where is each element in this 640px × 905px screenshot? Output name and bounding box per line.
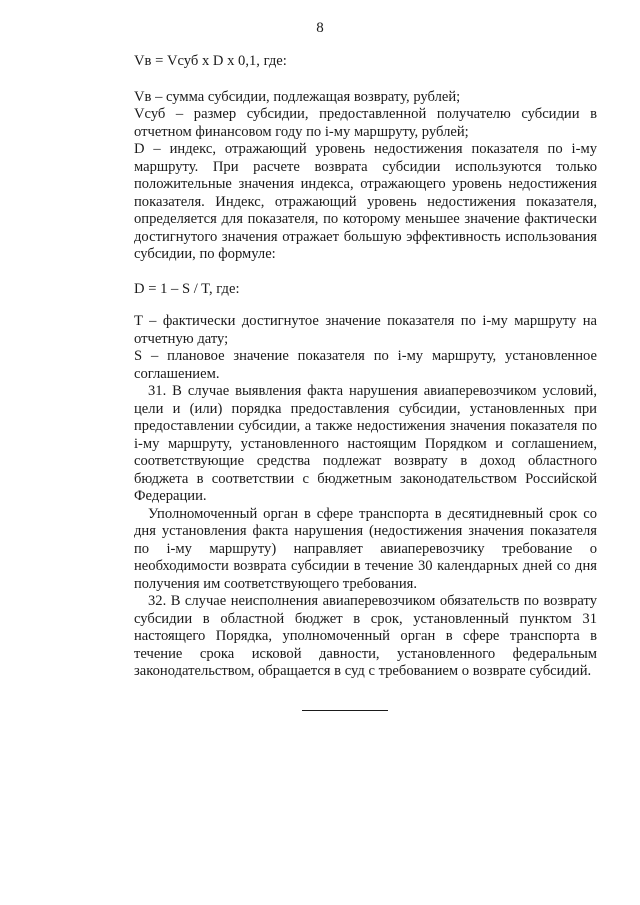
closing-rule [302,710,388,711]
definition-vsub: Vсуб – размер субсидии, предоставленной получателю субсидии в отчетном финансовом году по i-му маршруту, рублей; [134,106,597,140]
definition-vv: Vв – сумма субсидии, подлежащая возврату, рублей; [134,88,461,105]
formula-vv: Vв = Vсуб х D х 0,1, где: [134,53,287,69]
definition-t: T – фактически достигнутое значение показателя по i-му маршруту на отчетную дату; [134,313,597,347]
paragraph-31-continued: Уполномоченный орган в сфере транспорта в десятидневный срок со дня установления факта нарушения (недостижения значения показателя по i-му маршруту) направляет авиаперевозчику требование о необходимости возврата субсидии в течение 30 календарных дней со дня получения им соответствующего требования. [134,505,597,592]
definition-d: D – индекс, отражающий уровень недостижения показателя по i-му маршруту. При расчете возврата субсидии используются только положительные значения индекса, отражающего уровень недостижения показателя. Индекс, отражающий уровень недостижения показателя, определяется для показателя, по которому меньшее значение фактически достигнутого значения отражает большую эффективность использования субсидии, по формуле: [134,141,597,262]
paragraph-32: 32. В случае неисполнения авиаперевозчиком обязательств по возврату субсидии в областной бюджет в срок, установленный пунктом 31 настоящего Порядка, уполномоченный орган в сфере транспорта в течение срока исковой давности, установленного федеральным законодательством, обращается в суд с требованием о возврате субсидий. [134,593,597,679]
page-number: 8 [316,20,324,36]
definition-s: S – плановое значение показателя по i-му маршруту, установленное соглашением. [134,348,597,382]
formula-d: D = 1 – S / T, где: [134,280,240,297]
paragraph-31: 31. В случае выявления факта нарушения авиаперевозчиком условий, цели и (или) порядка предоставления субсидии, установленных при предоставлении субсидии, а также недостижения значения показателя по i-му маршруту, установленного настоящим Порядком и соглашением, соответствующие средства подлежат возврату в доход областного бюджета в соответствии с бюджетным законодательством Российской Федерации. [134,383,597,504]
document-body [134,53,597,681]
